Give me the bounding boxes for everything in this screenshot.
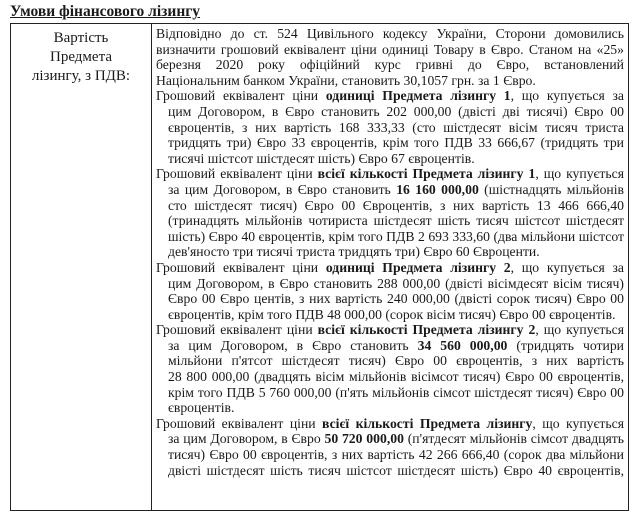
text-segment: за цим Договором, в Євро становить: [168, 337, 418, 353]
text-segment: Відповідно до ст. 524 Цивільного кодексу України, Сторони домовились: [156, 26, 624, 41]
text-segment: мільйони п'ятсот шістдесят тисяч) Євро 00 євроцентів, з них вартість: [168, 353, 624, 369]
text-line: [156, 369, 624, 385]
content-cell: [152, 24, 629, 511]
text-line: [156, 291, 624, 307]
text-line: [156, 120, 624, 136]
text-line: [156, 260, 624, 276]
paragraph: [156, 322, 624, 416]
text-segment: євроцентів, з них вартість 168 333,33 (сто шістдесят вісім тисяч триста: [168, 119, 624, 135]
text-segment: шість) Євро 40 євроцентів, крім того ПДВ 2 693 333,60 (два мільйони шістсот: [168, 228, 624, 244]
cost-label: [11, 24, 151, 86]
text-line: [156, 213, 624, 229]
text-segment: (тринадцять мільйонів чотириста шістдесят шість тисяч шістсот шістдесят: [168, 213, 624, 229]
text-segment: тисяч) Євро 00 євроцентів, з них вартість 42 266 666,40 (сорок два мільйони: [168, 447, 624, 463]
text-segment: , що купується: [532, 415, 624, 431]
label-line: Предмета: [50, 49, 112, 65]
text-segment: Грошовий еквівалент ціни: [156, 259, 326, 275]
bold-text: 16 160 000,00: [396, 181, 479, 197]
section-title: Умови фінансового лізингу: [10, 3, 201, 20]
paragraph: [156, 166, 624, 260]
text-segment: , що купується: [535, 166, 624, 182]
text-segment: цим Договором, в Євро становить 202 000,00 (двісті дві тисячі) Євро 00: [168, 103, 624, 119]
text-line: [156, 26, 624, 42]
text-line: [156, 166, 624, 182]
text-segment: Національним банком України, становить 30,1057 грн. за 1 Євро.: [156, 72, 536, 88]
text-segment: Грошовий еквівалент ціни: [156, 166, 318, 182]
terms-table: [10, 23, 629, 511]
paragraph: [156, 260, 624, 322]
label-cell: [11, 24, 152, 511]
bold-text: 34 560 000,00: [417, 337, 508, 353]
text-line: [156, 244, 624, 260]
text-segment: Грошовий еквівалент ціни: [156, 88, 326, 104]
label-line: Вартість: [53, 30, 109, 46]
text-line: [156, 416, 624, 432]
text-segment: двісті шістдесят шість тисяч шістсот шістдесят шість) Євро 40 євроцентів,: [168, 462, 624, 478]
text-segment: тисячі шістсот шістдесят шість) Євро 67 євроцентів.: [168, 150, 475, 166]
text-line: [156, 431, 624, 447]
bold-text: всієї кількості Предмета лізингу 1: [317, 166, 536, 182]
text-line: [156, 151, 624, 167]
text-line: [156, 198, 624, 214]
text-line: [156, 447, 624, 463]
text-segment: дев'яносто три тисячі триста тридцять три) Євро 60 Євроценти.: [168, 244, 540, 260]
text-line: [156, 385, 624, 401]
terms-text: [152, 24, 628, 478]
paragraph: [156, 416, 624, 478]
table-row: [11, 24, 629, 511]
text-segment: цим Договором, в Євро становить 288 000,00 (двісті вісімдесят вісім тисяч): [168, 275, 624, 291]
text-segment: крім того ПДВ 5 760 000,00 (п'ять мільйонів сімсот шістдесят тисяч) Євро 00: [168, 384, 624, 400]
text-line: [156, 182, 624, 198]
text-segment: , що купується: [535, 322, 624, 338]
text-segment: Грошовий еквівалент ціни: [156, 322, 318, 338]
text-line: [156, 463, 624, 479]
text-line: [156, 42, 624, 58]
text-segment: (тридцять чотири: [507, 337, 624, 353]
text-line: [156, 73, 624, 89]
text-segment: 28 800 000,00 (двадцять вісім мільйонів вісімсот тисяч) Євро 00 євроцентів,: [168, 369, 624, 385]
paragraph: [156, 88, 624, 166]
text-segment: (п'ятдесят мільйонів сімсот двадцять: [403, 431, 624, 447]
text-segment: євроцентів.: [168, 400, 235, 416]
bold-text: всієї кількості Предмета лізингу 2: [317, 322, 536, 338]
text-line: [156, 307, 624, 323]
text-segment: Грошовий еквівалент ціни: [156, 415, 323, 431]
text-line: [156, 400, 624, 416]
text-segment: євроцентів, крім того ПДВ 48 000,00 (сорок вісім тисяч) Євро 00 євроцентів.: [168, 306, 616, 322]
text-line: [156, 322, 624, 338]
text-line: [156, 104, 624, 120]
label-line: лізингу, з ПДВ:: [31, 68, 131, 84]
text-line: [156, 88, 624, 104]
text-line: [156, 276, 624, 292]
text-segment: сто шістдесят тисяч) Євро 00 Євроцентів, з них вартість 13 466 666,40: [168, 197, 624, 213]
text-line: [156, 135, 624, 151]
bold-text: одиниці Предмета лізингу 2: [325, 259, 511, 275]
paragraph: [156, 26, 624, 88]
text-line: [156, 353, 624, 369]
bold-text: 50 720 000,00: [324, 431, 404, 447]
text-segment: (шістнадцять мільйонів: [478, 181, 624, 197]
bold-text: одиниці Предмета лізингу 1: [325, 88, 511, 104]
bold-text: всієї кількості Предмета лізингу: [322, 415, 533, 431]
text-line: [156, 229, 624, 245]
text-segment: за цим Договором, в Євро: [168, 431, 325, 447]
text-line: [156, 338, 624, 354]
text-line: [156, 57, 624, 73]
text-segment: визначити грошовий еквівалент ціни одиниці Товару в Євро. Станом на «25»: [156, 41, 624, 57]
text-segment: березня 2020 року офіційний курс гривні до Євро, встановлений: [156, 57, 624, 73]
text-segment: Євро 00 Євро центів, з них вартість 240 000,00 (двісті сорок тисяч) Євро 00: [168, 291, 624, 307]
text-segment: тридцять три) Євро 33 євроцентів, крім того ПДВ 33 666,67 (тридцять три: [168, 135, 624, 151]
text-segment: , що купується за: [510, 259, 624, 275]
text-segment: за цим Договором, в Євро становить: [168, 181, 397, 197]
text-segment: , що купується за: [510, 88, 624, 104]
